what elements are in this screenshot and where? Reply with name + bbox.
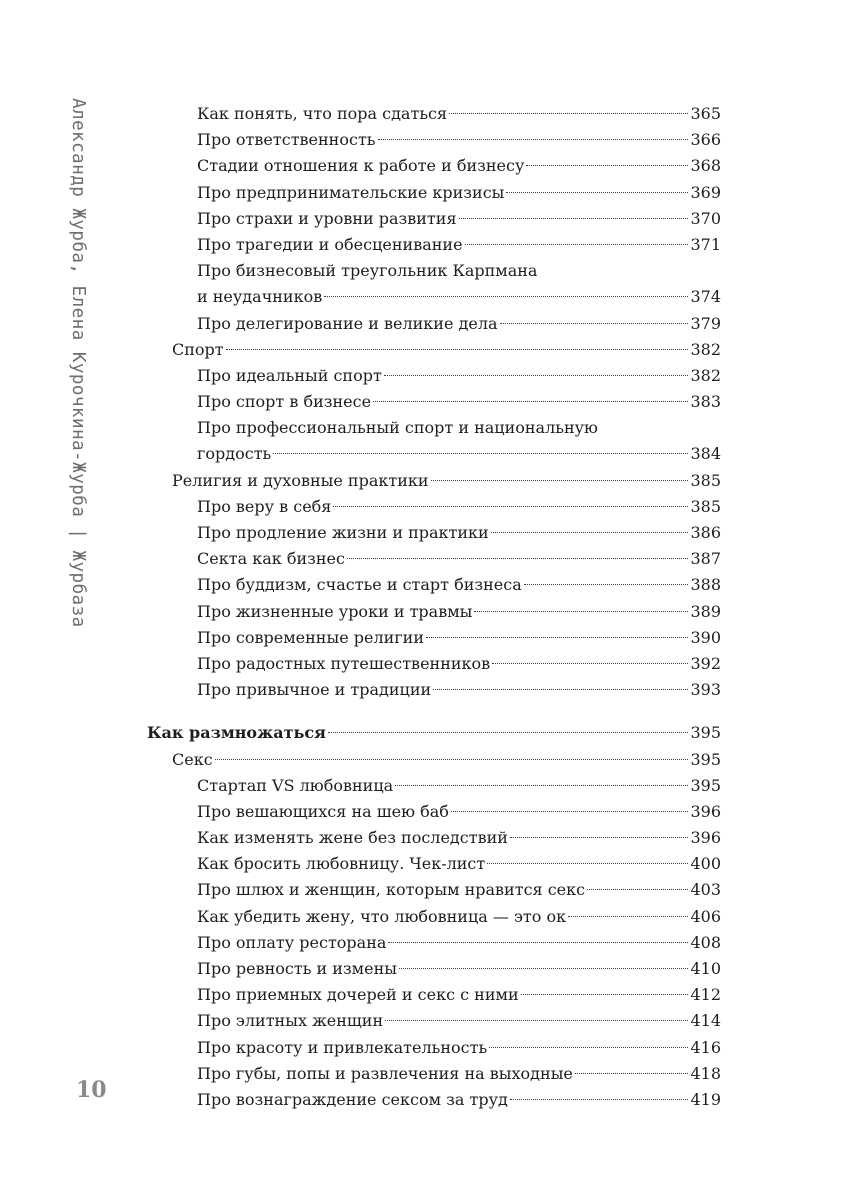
toc-entry[interactable] (0, 877, 849, 903)
toc-entry-title: Про радостных путешественников (197, 653, 491, 673)
toc-entry-title: Про профессиональный спорт и национальную (197, 418, 598, 438)
dot-leader (491, 532, 689, 533)
toc-entry-title: Про продление жизни и практики (197, 523, 489, 542)
toc-entry-title: Про страхи и уровни развития (197, 208, 457, 228)
dot-leader (568, 916, 688, 917)
dot-leader (521, 994, 689, 995)
toc-page-number: 395 (690, 749, 721, 769)
dot-leader (510, 1099, 689, 1100)
toc-page-number: 416 (690, 1037, 721, 1057)
toc-entry-title: Про вознаграждение сексом за труд (197, 1089, 508, 1109)
toc-entry-title: Как изменять жене без последствий (197, 828, 508, 848)
toc-entry[interactable] (0, 1035, 849, 1061)
toc-entry[interactable] (0, 284, 849, 310)
dot-leader (451, 811, 689, 812)
toc-entry-first-line (0, 258, 849, 284)
toc-page-number: 385 (690, 496, 721, 516)
toc-page-number: 383 (690, 392, 721, 412)
toc-page-number: 382 (690, 339, 721, 359)
toc-page-number: 412 (690, 985, 721, 1005)
toc-page-number: 410 (690, 959, 721, 978)
toc-entry-title: Как понять, что пора сдаться (197, 104, 448, 123)
toc-entry-title: Секта как бизнес (197, 549, 345, 569)
toc-entry[interactable] (0, 546, 849, 572)
toc-entry[interactable] (0, 1087, 849, 1113)
dot-leader (474, 611, 688, 612)
toc-entry-title: Про веру в себя (197, 496, 332, 516)
toc-entry-title: Про элитных женщин (197, 1011, 384, 1031)
dot-leader (524, 584, 689, 585)
toc-page-number: 414 (690, 1011, 721, 1031)
toc-entry-title: Про спорт в бизнесе (197, 392, 372, 412)
toc-section[interactable] (0, 720, 849, 746)
toc-page-number: 387 (690, 549, 721, 569)
toc-page-number: 385 (690, 470, 721, 490)
toc-entry[interactable] (0, 1061, 849, 1087)
toc-page-number: 392 (690, 653, 721, 673)
toc-entry[interactable] (0, 799, 849, 825)
toc-entry-title: Про привычное и традиции (197, 680, 432, 700)
toc-page-number: 406 (690, 906, 721, 926)
dot-leader (373, 401, 688, 402)
dot-leader (433, 689, 688, 690)
toc-entry[interactable] (0, 180, 849, 206)
toc-entry-title: Стартап VS любовница (197, 775, 394, 795)
toc-entry-title: Спорт (172, 339, 224, 359)
toc-entry-title: Про современные религии (197, 627, 425, 647)
toc-page-number: 403 (690, 880, 721, 900)
toc-entry-title: Про ревность и измены (197, 959, 397, 978)
toc-page-number: 393 (690, 680, 721, 700)
toc-entry[interactable] (0, 956, 849, 982)
toc-entry-title: Про предпринимательские кризисы (197, 182, 505, 202)
toc-entry[interactable] (0, 651, 849, 677)
dot-leader (395, 785, 688, 786)
toc-page-number: 365 (690, 104, 721, 123)
dot-leader (399, 968, 688, 969)
table-of-contents (0, 101, 849, 1113)
toc-entry[interactable] (0, 468, 849, 494)
toc-entry[interactable] (0, 930, 849, 956)
toc-entry[interactable] (0, 982, 849, 1008)
dot-leader (378, 139, 689, 140)
dot-leader (459, 218, 689, 219)
toc-entry-title: Про приемных дочерей и секс с ними (197, 985, 519, 1005)
toc-page-number: 371 (690, 234, 721, 254)
toc-entry[interactable] (0, 851, 849, 877)
toc-entry[interactable] (0, 441, 849, 467)
toc-entry[interactable] (0, 599, 849, 625)
dot-leader (489, 1047, 688, 1048)
toc-page-number: 386 (690, 523, 721, 542)
toc-page-number: 388 (690, 575, 721, 595)
toc-page-number: 368 (690, 156, 721, 176)
toc-entry[interactable] (0, 572, 849, 598)
toc-page-number: 366 (690, 130, 721, 150)
toc-entry-title: Про буддизм, счастье и старт бизнеса (197, 575, 522, 595)
dot-leader (328, 732, 689, 733)
page-number: 10 (76, 1077, 107, 1103)
toc-entry-title: Про трагедии и обесценивание (197, 234, 463, 254)
toc-page-number: 384 (690, 444, 721, 464)
dot-leader (510, 837, 689, 838)
dot-leader (273, 453, 688, 454)
toc-entry-title: Секс (172, 749, 213, 769)
dot-leader (449, 113, 688, 114)
dot-leader (526, 165, 688, 166)
toc-page-number: 395 (690, 723, 721, 743)
toc-entry-title: Про вешающихся на шею баб (197, 801, 449, 821)
toc-entry[interactable] (0, 232, 849, 258)
toc-page-number: 379 (690, 313, 721, 333)
toc-entry[interactable] (0, 625, 849, 651)
toc-page-number: 408 (690, 932, 721, 952)
toc-entry-title: Про оплату ресторана (197, 932, 387, 952)
toc-entry[interactable] (0, 747, 849, 773)
toc-entry-title: и неудачников (197, 287, 323, 307)
dot-leader (587, 889, 688, 890)
toc-entry[interactable] (0, 337, 849, 363)
dot-leader (492, 663, 688, 664)
toc-entry-title: Про делегирование и великие дела (197, 313, 498, 333)
dot-leader (347, 558, 689, 559)
toc-entry-title: Как убедить жену, что любовница — это ок (197, 906, 567, 926)
toc-page-number: 396 (690, 828, 721, 848)
toc-entry[interactable] (0, 206, 849, 232)
toc-entry[interactable] (0, 311, 849, 337)
toc-page-number: 390 (690, 627, 721, 647)
toc-page-number: 389 (690, 601, 721, 621)
toc-page-number: 418 (690, 1063, 721, 1083)
toc-entry-title: Про идеальный спорт (197, 365, 382, 385)
dot-leader (324, 296, 688, 297)
toc-entry-title: Как размножаться (147, 723, 326, 743)
toc-entry-first-line (0, 415, 849, 441)
toc-page-number: 374 (690, 287, 721, 307)
toc-entry-title: Про жизненные уроки и травмы (197, 601, 473, 621)
toc-page-number: 382 (690, 365, 721, 385)
toc-entry[interactable] (0, 677, 849, 703)
toc-page-number: 370 (690, 208, 721, 228)
toc-entry-title: Как бросить любовницу. Чек-лист (197, 854, 486, 874)
toc-entry-title: Про бизнесовый треугольник Карпмана (197, 261, 538, 281)
toc-page-number: 400 (690, 854, 721, 874)
dot-leader (431, 480, 689, 481)
toc-entry[interactable] (0, 363, 849, 389)
dot-leader (384, 375, 689, 376)
dot-leader (500, 323, 689, 324)
toc-entry-title: Про губы, попы и развлечения на выходные (197, 1063, 573, 1083)
toc-entry-title: Про шлюх и женщин, которым нравится секс (197, 880, 586, 900)
toc-entry-title: Про ответственность (197, 130, 376, 150)
dot-leader (215, 759, 689, 760)
toc-entry[interactable] (0, 825, 849, 851)
dot-leader (506, 192, 688, 193)
toc-page-number: 395 (690, 775, 721, 795)
toc-entry[interactable] (0, 520, 849, 546)
dot-leader (385, 1020, 688, 1021)
toc-page-number: 396 (690, 801, 721, 821)
dot-leader (575, 1073, 689, 1074)
toc-entry[interactable] (0, 101, 849, 127)
toc-entry-title: Стадии отношения к работе и бизнесу (197, 156, 525, 176)
toc-page-number: 419 (690, 1089, 721, 1109)
toc-entry-title: Религия и духовные практики (172, 470, 429, 490)
toc-entry[interactable] (0, 389, 849, 415)
dot-leader (465, 244, 689, 245)
toc-entry-title: гордость (197, 444, 272, 464)
toc-entry[interactable] (0, 127, 849, 153)
toc-entry[interactable] (0, 153, 849, 179)
dot-leader (226, 349, 689, 350)
dot-leader (333, 506, 688, 507)
toc-entry-title: Про красоту и привлекательность (197, 1037, 488, 1057)
toc-entry[interactable] (0, 773, 849, 799)
dot-leader (426, 637, 688, 638)
toc-entry[interactable] (0, 904, 849, 930)
toc-page-number: 369 (690, 182, 721, 202)
dot-leader (487, 863, 688, 864)
toc-entry[interactable] (0, 494, 849, 520)
dot-leader (388, 942, 688, 943)
toc-entry[interactable] (0, 1008, 849, 1034)
running-header: Александр Журба, Елена Курочкина-Журба | Журбаза (68, 98, 88, 628)
